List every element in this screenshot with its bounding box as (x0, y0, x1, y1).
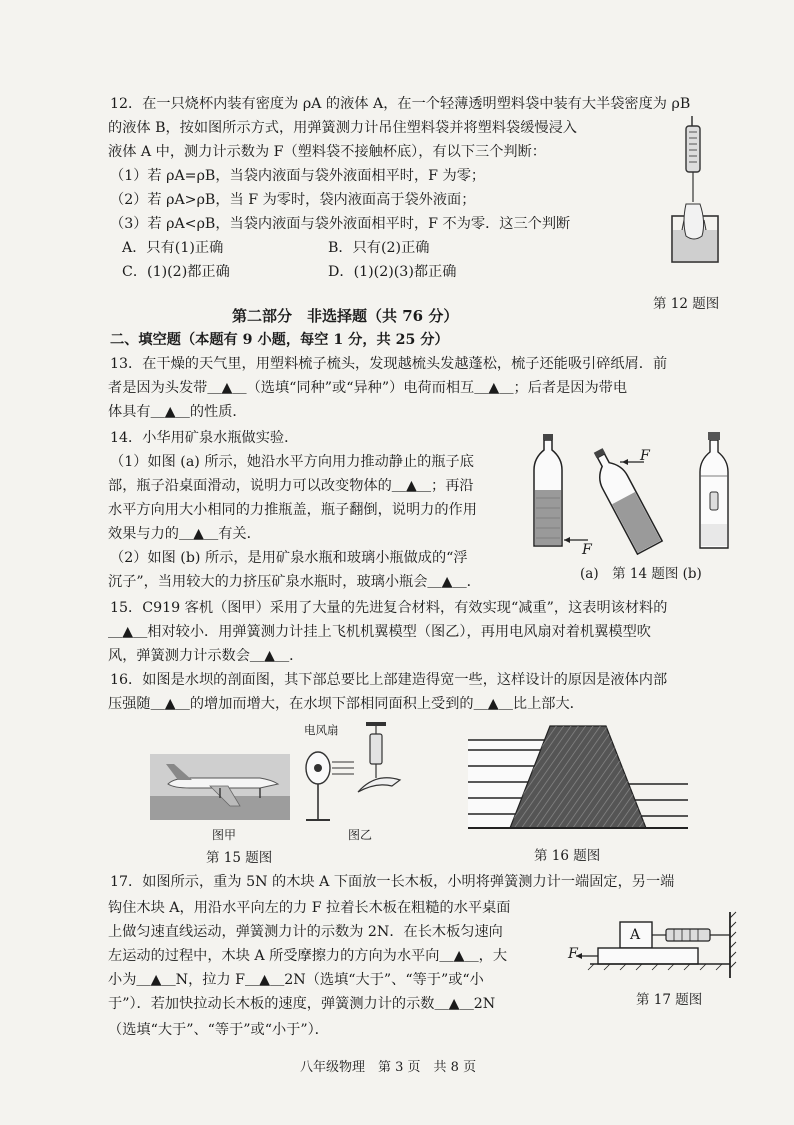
q15-fig-b-label: 图乙 (348, 828, 373, 842)
q12-line-3: 液体 A 中，测力计示数为 F（塑料袋不接触杯底），有以下三个判断： (108, 144, 546, 160)
q16-caption: 第 16 题图 (534, 848, 601, 864)
q15-caption: 第 15 题图 (206, 850, 273, 866)
q14-line-1: 14．小华用矿泉水瓶做实验． (110, 430, 299, 446)
q17-line-6: 于”）．若加快拉动长木板的速度，弹簧测力计的示数＿▲＿2N (108, 996, 496, 1012)
q15-airplane-photo (150, 754, 290, 820)
q12-line-2: 的液体 B，按如图所示方式，用弹簧测力计吊住塑料袋并将塑料袋缓慢浸入 (108, 120, 577, 136)
q17-line-1: 17．如图所示，重为 5N 的木块 A 下面放一长木板，小明将弹簧测力计一端固定，另一端 (110, 874, 675, 890)
q14-line-6: （2）如图 (b) 所示，是用矿泉水瓶和玻璃小瓶做成的“浮 (110, 550, 468, 566)
q12-line-5: （2）若 ρA>ρB，当 F 为零时，袋内液面高于袋外液面； (110, 192, 476, 208)
q14-line-3: 部，瓶子沿桌面滑动，说明力可以改变物体的＿▲＿；再沿 (108, 478, 474, 494)
q17-line-2: 钩住木块 A，用沿水平向左的力 F 拉着长木板在粗糙的水平桌面 (108, 900, 511, 916)
q15-line-2: ＿▲＿相对较小．用弹簧测力计挂上飞机机翼模型（图乙），再用电风扇对着机翼模型吹 (108, 624, 651, 640)
q13-line-2: 者是因为头发带＿▲＿（选填“同种”或“异种”）电荷而相互＿▲＿；后者是因为带电 (108, 380, 628, 396)
q15-fan-label: 电风扇 (304, 723, 339, 737)
q17-line-7: （选填“大于”、“等于”或“小于”）． (108, 1022, 329, 1038)
q14-force-label-bottom: F (582, 542, 592, 558)
q16-line-1: 16．如图是水坝的剖面图，其下部总要比上部建造得宽一些，这样设计的原因是液体内部 (110, 672, 668, 688)
q17-block-label: A (630, 927, 641, 943)
q17-line-4: 左运动的过程中，木块 A 所受摩擦力的方向为水平向＿▲＿，大 (108, 948, 508, 964)
page-footer: 八年级物理 第 3 页 共 8 页 (300, 1060, 477, 1075)
q13-line-1: 13．在干燥的天气里，用塑料梳子梳头，发现越梳头发越蓬松，梳子还能吸引碎纸屑．前 (110, 356, 668, 372)
q17-figure (570, 912, 740, 982)
q17-force-label: F (568, 946, 578, 962)
q14-line-2: （1）如图 (a) 所示，她沿水平方向用力推动静止的瓶子底 (110, 454, 474, 470)
q14-line-4: 水平方向用大小相同的力推瓶盖，瓶子翻倒，说明力的作用 (108, 502, 477, 518)
q16-line-2: 压强随＿▲＿的增加而增大，在水坝下部相同面积上受到的＿▲＿比上部大． (108, 696, 584, 712)
q15-line-3: 风，弹簧测力计示数会＿▲＿． (108, 648, 304, 664)
q12-option-d: D．(1)(2)(3)都正确 (328, 264, 457, 280)
q12-line-4: （1）若 ρA=ρB，当袋内液面与袋外液面相平时，F 为零； (110, 168, 486, 184)
q12-option-b: B．只有(2)正确 (328, 240, 430, 256)
q17-line-3: 上做匀速直线运动，弹簧测力计的示数为 2N．在长木板匀速向 (108, 924, 503, 940)
q17-caption: 第 17 题图 (636, 992, 703, 1008)
q12-option-a: A．只有(1)正确 (122, 240, 224, 256)
q14-force-label-top: F (640, 448, 650, 464)
q14-caption: (a) 第 14 题图 (b) (580, 566, 702, 582)
q15-line-1: 15．C919 客机（图甲）采用了大量的先进复合材料，有效实现“减重”，这表明该材料的 (110, 600, 668, 616)
q14-line-5: 效果与力的＿▲＿有关． (108, 526, 261, 542)
q14-line-7: 沉子”，当用较大的力挤压矿泉水瓶时，玻璃小瓶会＿▲＿． (108, 574, 481, 590)
section-fill-blank: 二、填空题（本题有 9 小题，每空 1 分，共 25 分） (110, 332, 449, 348)
q12-line-1: 12．在一只烧杯内装有密度为 ρA 的液体 A，在一个轻薄透明塑料袋中装有大半袋密度为 ρB (110, 96, 691, 112)
q15-fig-a-label: 图甲 (212, 828, 237, 842)
q12-line-6: （3）若 ρA<ρB，当袋内液面与袋外液面相平时，F 不为零．这三个判断 (110, 216, 571, 232)
q12-caption: 第 12 题图 (653, 296, 720, 312)
part2-title: 第二部分 非选择题（共 76 分） (232, 307, 459, 325)
q16-dam-figure (468, 726, 688, 830)
q13-line-3: 体具有＿▲＿的性质． (108, 404, 247, 420)
q17-line-5: 小为＿▲＿N，拉力 F＿▲＿2N（选填“大于”、“等于”或“小 (108, 972, 484, 988)
q14-figure (528, 428, 748, 558)
q12-figure (660, 112, 740, 282)
q12-option-c: C．(1)(2)都正确 (122, 264, 230, 280)
